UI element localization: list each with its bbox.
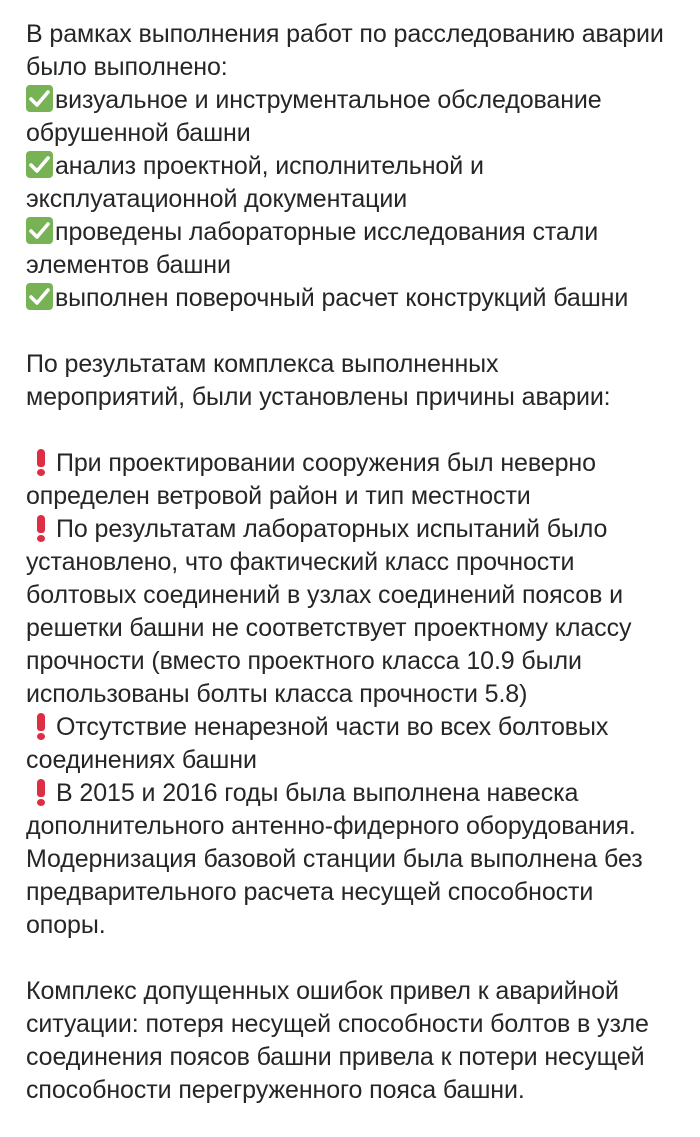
paragraph-gap — [26, 414, 672, 447]
checklist-item-text: обрушенной башни — [26, 119, 251, 147]
paragraph-gap — [26, 315, 672, 348]
intro-paragraph — [26, 18, 672, 84]
text-line: было выполнено: — [26, 53, 228, 81]
cause-item-text: прочности (вместо проектного класса 10.9 были — [26, 647, 582, 675]
text-line: ситуации: потеря несущей способности болтов в узле — [26, 1010, 649, 1038]
cause-item-text: Модернизация базовой станции была выполнена без — [26, 845, 643, 873]
cause-item — [26, 447, 672, 513]
check-mark-icon — [26, 85, 53, 112]
checklist-item-text: визуальное и инструментальное обследование — [55, 86, 602, 114]
cause-item — [26, 711, 672, 777]
checklist-item-text: элементов башни — [26, 251, 231, 279]
cause-item-text: решетки башни не соответствует проектному классу — [26, 614, 632, 642]
exclamation-icon — [34, 448, 48, 475]
cause-item-text: опоры. — [26, 911, 106, 939]
text-line: соединения поясов башни привела к потери несущей — [26, 1043, 645, 1071]
results-intro-paragraph — [26, 348, 672, 414]
cause-item — [26, 777, 672, 942]
text-line: В рамках выполнения работ по расследованию аварии — [26, 20, 664, 48]
conclusion-paragraph — [26, 975, 672, 1107]
cause-item-text: По результатам лабораторных испытаний было — [56, 515, 608, 543]
cause-item-text: определен ветровой район и тип местности — [26, 482, 531, 510]
checklist-item-text: эксплуатационной документации — [26, 185, 408, 213]
cause-item-text: дополнительного антенно-фидерного оборудования. — [26, 812, 636, 840]
cause-item-text: Отсутствие ненарезной части во всех болтовых — [56, 713, 609, 741]
check-mark-icon — [26, 217, 53, 244]
causes-list — [26, 447, 672, 942]
cause-item — [26, 513, 672, 711]
cause-item-text: болтовых соединений в узлах соединений поясов и — [26, 581, 623, 609]
cause-item-text: соединениях башни — [26, 746, 257, 774]
exclamation-icon — [34, 514, 48, 541]
check-mark-icon — [26, 151, 53, 178]
checklist-item — [26, 84, 672, 150]
checklist-item — [26, 216, 672, 282]
checklist-item-text: выполнен поверочный расчет конструкций башни — [55, 284, 629, 312]
cause-item-text: установлено, что фактический класс прочности — [26, 548, 575, 576]
checklist-item — [26, 150, 672, 216]
checklist — [26, 84, 672, 315]
check-mark-icon — [26, 283, 53, 310]
checklist-item-text: анализ проектной, исполнительной и — [55, 152, 484, 180]
text-line: По результатам комплекса выполненных — [26, 350, 499, 378]
exclamation-icon — [34, 778, 48, 805]
cause-item-text: При проектировании сооружения был неверно — [56, 449, 596, 477]
cause-item-text: В 2015 и 2016 годы была выполнена навеска — [56, 779, 579, 807]
exclamation-icon — [34, 712, 48, 739]
cause-item-text: использованы болты класса прочности 5.8) — [26, 680, 528, 708]
cause-item-text: предварительного расчета несущей способности — [26, 878, 594, 906]
checklist-item — [26, 282, 672, 315]
text-line: способности перегруженного пояса башни. — [26, 1076, 525, 1104]
text-line: мероприятий, были установлены причины аварии: — [26, 383, 611, 411]
checklist-item-text: проведены лабораторные исследования стали — [55, 218, 599, 246]
text-line: Комплекс допущенных ошибок привел к аварийной — [26, 977, 619, 1005]
paragraph-gap — [26, 942, 672, 975]
